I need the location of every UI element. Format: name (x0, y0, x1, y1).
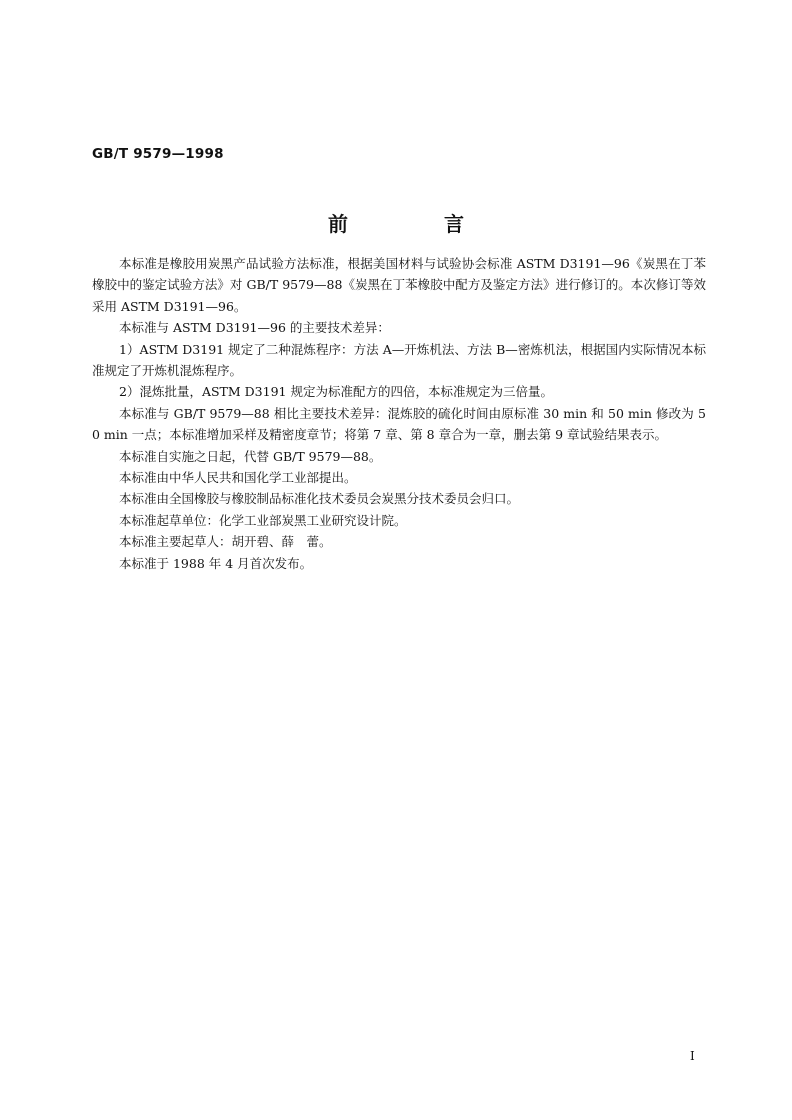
body-text (92, 253, 706, 574)
page-number: I (690, 1049, 695, 1063)
paragraph: 1）ASTM D3191 规定了二种混炼程序：方法 A—开炼机法、方法 B—密炼机法，根据国内实际情况本标准规定了开炼机混炼程序。 (92, 341, 706, 379)
standard-code: GB/T 9579—1998 (92, 146, 224, 162)
paragraph: 本标准由全国橡胶与橡胶制品标准化技术委员会炭黑分技术委员会归口。 (119, 491, 520, 507)
paragraph: 本标准起草单位：化学工业部炭黑工业研究设计院。 (119, 512, 407, 528)
paragraph: 本标准主要起草人：胡开碧、薛 蕾。 (119, 534, 332, 550)
page-title: 前 言 (328, 212, 502, 236)
paragraph: 2）混炼批量，ASTM D3191 规定为标准配方的四倍，本标准规定为三倍量。 (119, 384, 553, 400)
paragraph: 本标准由中华人民共和国化学工业部提出。 (119, 470, 357, 486)
paragraph: 本标准与 GB/T 9579—88 相比主要技术差异：混炼胶的硫化时间由原标准 30 min 和 50 min 修改为 50 min 一点；本标准增加采样及精密度章节；将第 7 章、第 8 章合为一章，删去第 9 章试验结果表示。 (92, 405, 706, 443)
paragraph: 本标准自实施之日起，代替 GB/T 9579—88。 (119, 448, 382, 464)
paragraph: 本标准于 1988 年 4 月首次发布。 (119, 555, 313, 571)
paragraph: 本标准是橡胶用炭黑产品试验方法标准，根据美国材料与试验协会标准 ASTM D3191—96《炭黑在丁苯橡胶中的鉴定试验方法》对 GB/T 9579—88《炭黑在丁苯橡胶中配方及鉴定方法》进行修订的。本次修订等效采用 ASTM D3191—96。 (92, 256, 706, 314)
paragraph: 本标准与 ASTM D3191—96 的主要技术差异： (119, 320, 390, 336)
